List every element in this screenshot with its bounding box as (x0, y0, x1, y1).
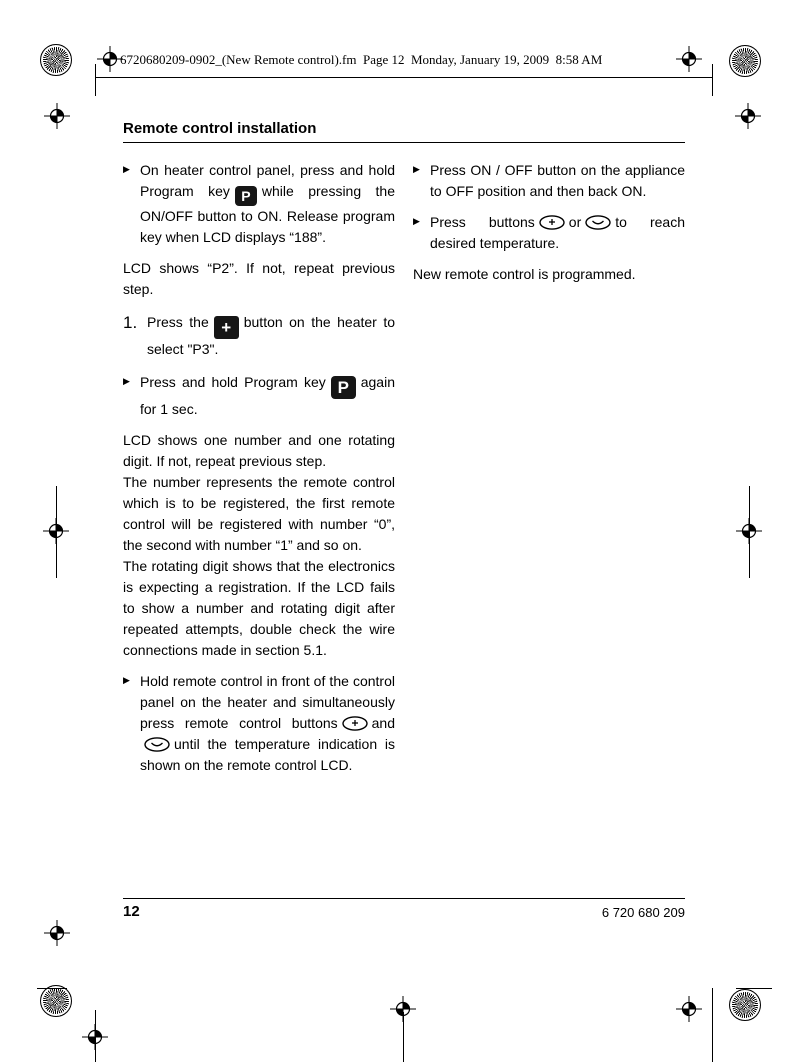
text-segment: to reach desired temperature. (430, 214, 685, 251)
instruction-text (140, 160, 395, 248)
registration-mark-icon (676, 996, 702, 1022)
registration-mark-icon (44, 103, 70, 129)
paragraph: LCD shows “P2”. If not, repeat previous step. (123, 260, 395, 297)
text-segment: or (568, 214, 582, 230)
crop-line (749, 486, 750, 578)
text-segment: Press buttons (430, 214, 535, 230)
program-key-icon: P (235, 186, 257, 206)
temp-down-button-icon (144, 737, 170, 752)
temp-down-button-icon (585, 215, 611, 230)
starburst-icon (40, 44, 72, 76)
instruction-text (430, 212, 685, 254)
bullet-arrow-icon: ▶ (413, 216, 420, 226)
crop-line (56, 486, 57, 578)
instruction-bullet (123, 372, 395, 420)
temp-up-button-icon (539, 215, 565, 230)
crop-line (403, 1012, 404, 1062)
crop-line (37, 988, 67, 989)
instruction-text: Press ON / OFF button on the appliance to OFF position and then back ON. (430, 162, 685, 199)
crop-line (736, 988, 772, 989)
text-segment: again for 1 sec. (140, 374, 395, 417)
step-number: 1. (123, 313, 138, 332)
text-segment: while pressing the ON/OFF button to ON. Release program key when LCD displays “188”. (140, 183, 396, 245)
instruction-bullet (123, 160, 395, 248)
bullet-arrow-icon: ▶ (123, 675, 130, 685)
bullet-arrow-icon: ▶ (123, 376, 130, 386)
text-segment: until the temperature indication is shown on the remote control LCD. (140, 736, 395, 773)
bullet-arrow-icon: ▶ (413, 164, 420, 174)
instruction-bullet (413, 212, 685, 254)
crop-line (712, 64, 713, 96)
plus-key-icon: + (214, 316, 239, 339)
registration-mark-icon (735, 103, 761, 129)
title-rule (123, 142, 685, 143)
crop-line (95, 1010, 96, 1062)
paragraph: New remote control is programmed. (413, 266, 636, 282)
page-number: 12 (123, 903, 140, 920)
page-content (123, 120, 685, 786)
starburst-icon (729, 989, 761, 1021)
paragraph: The number represents the remote control which is to be registered, the first remote control will be registered with number “0”, the second with number “1” and so on. (123, 474, 395, 553)
instruction-text (140, 671, 395, 776)
starburst-icon (40, 985, 72, 1017)
page-footer (123, 898, 685, 920)
print-file-header: 6720680209-0902_(New Remote control).fm Page 12 Monday, January 19, 2009 8:58 AM (120, 52, 603, 67)
text-segment: Hold remote control in front of the control panel on the heater and simultaneously press remote control buttons (140, 673, 395, 731)
bullet-arrow-icon: ▶ (123, 164, 130, 174)
instruction-text (140, 372, 395, 420)
temp-up-button-icon (342, 716, 368, 731)
paragraph: LCD shows one number and one rotating digit. If not, repeat previous step. (123, 432, 395, 469)
program-key-icon: P (331, 376, 356, 399)
instruction-bullet (413, 160, 685, 202)
numbered-step (123, 312, 395, 360)
paragraph: The rotating digit shows that the electronics is expecting a registration. If the LCD fails to show a number and rotating digit after repeated attempts, double check the wire connections made in section 5.1. (123, 558, 395, 658)
text-segment: button on the heater to select "P3". (147, 314, 395, 357)
header-rule (95, 77, 713, 78)
instruction-bullet (123, 671, 395, 776)
right-column (413, 160, 685, 786)
text-segment: On heater control panel, press and hold Program key (140, 162, 395, 199)
document-number: 6 720 680 209 (601, 905, 685, 920)
page-title: Remote control installation (123, 120, 317, 137)
text-segment: Press the (147, 314, 209, 330)
text-segment: and (371, 715, 395, 731)
left-column (123, 160, 395, 786)
starburst-icon (729, 45, 761, 77)
crop-line (95, 64, 96, 96)
instruction-text (147, 312, 395, 360)
crop-line (712, 988, 713, 1062)
registration-mark-icon (44, 920, 70, 946)
text-segment: Press and hold Program key (140, 374, 326, 390)
